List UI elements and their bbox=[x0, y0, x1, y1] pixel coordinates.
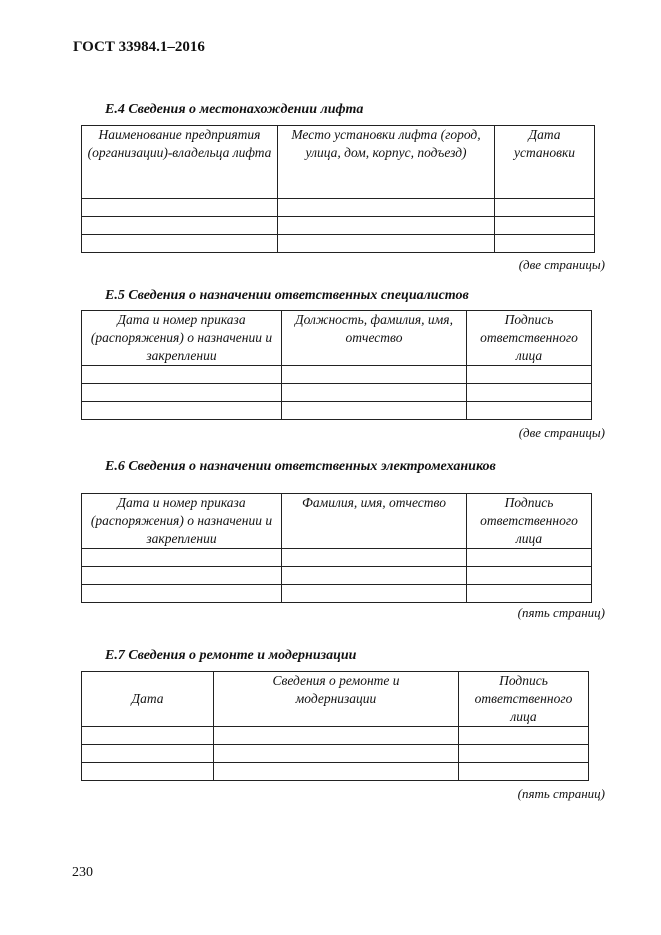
table-header-row bbox=[82, 126, 595, 199]
table-cell[interactable] bbox=[82, 549, 282, 567]
table-cell[interactable] bbox=[495, 199, 595, 217]
table-cell[interactable] bbox=[467, 567, 592, 585]
table-row bbox=[82, 235, 595, 253]
table-cell[interactable] bbox=[495, 217, 595, 235]
document-header: ГОСТ 33984.1–2016 bbox=[73, 39, 205, 55]
page-count-note: (пять страниц) bbox=[517, 786, 605, 801]
table-cell[interactable] bbox=[467, 366, 592, 384]
column-header: Фамилия, имя, отчество bbox=[282, 494, 467, 549]
table-cell[interactable] bbox=[282, 585, 467, 603]
table-header-row bbox=[82, 494, 592, 549]
table-cell[interactable] bbox=[282, 366, 467, 384]
column-header: Подпись ответственного лица bbox=[467, 494, 592, 549]
table-cell[interactable] bbox=[467, 549, 592, 567]
table-row bbox=[82, 199, 595, 217]
table-cell[interactable] bbox=[214, 745, 459, 763]
table-row bbox=[82, 549, 592, 567]
table-cell[interactable] bbox=[282, 549, 467, 567]
table-cell[interactable] bbox=[82, 727, 214, 745]
column-header: Подпись ответственного лица bbox=[467, 311, 592, 366]
table-cell[interactable] bbox=[495, 235, 595, 253]
table-cell[interactable] bbox=[214, 763, 459, 781]
column-header: Подпись ответственного лица bbox=[459, 672, 589, 727]
section-title-e6: Е.6 Сведения о назначении ответственных электромехаников bbox=[105, 459, 496, 474]
page-number: 230 bbox=[72, 865, 93, 880]
table-row bbox=[82, 745, 589, 763]
table-cell[interactable] bbox=[82, 366, 282, 384]
column-header: Сведения о ремонте и модернизации bbox=[214, 672, 459, 727]
section-title-e7: Е.7 Сведения о ремонте и модернизации bbox=[105, 648, 357, 663]
column-header: Дата bbox=[82, 672, 214, 727]
table-cell[interactable] bbox=[467, 585, 592, 603]
table-header-row bbox=[82, 311, 592, 366]
table-header-row bbox=[82, 672, 589, 727]
table-row bbox=[82, 384, 592, 402]
table-cell[interactable] bbox=[278, 235, 495, 253]
table-e5 bbox=[81, 310, 592, 420]
table-cell[interactable] bbox=[459, 727, 589, 745]
table-row bbox=[82, 567, 592, 585]
column-header: Место установки лифта (город, улица, дом, корпус, подъезд) bbox=[278, 126, 495, 199]
table-cell[interactable] bbox=[82, 384, 282, 402]
table-row bbox=[82, 763, 589, 781]
table-row bbox=[82, 217, 595, 235]
page-count-note: (пять страниц) bbox=[517, 605, 605, 620]
column-header: Должность, фамилия, имя, отчество bbox=[282, 311, 467, 366]
table-cell[interactable] bbox=[282, 384, 467, 402]
table-cell[interactable] bbox=[82, 199, 278, 217]
section-title-e5: Е.5 Сведения о назначении ответственных специалистов bbox=[105, 288, 469, 303]
table-cell[interactable] bbox=[282, 567, 467, 585]
table-e4 bbox=[81, 125, 595, 253]
column-header: Дата установки bbox=[495, 126, 595, 199]
table-cell[interactable] bbox=[459, 763, 589, 781]
table-cell[interactable] bbox=[82, 745, 214, 763]
table-row bbox=[82, 402, 592, 420]
page-count-note: (две страницы) bbox=[518, 425, 605, 440]
table-e6 bbox=[81, 493, 592, 603]
table-cell[interactable] bbox=[82, 217, 278, 235]
table-cell[interactable] bbox=[82, 567, 282, 585]
table-cell[interactable] bbox=[82, 763, 214, 781]
table-cell[interactable] bbox=[82, 235, 278, 253]
table-cell[interactable] bbox=[459, 745, 589, 763]
table-cell[interactable] bbox=[467, 402, 592, 420]
table-cell[interactable] bbox=[282, 402, 467, 420]
table-row bbox=[82, 585, 592, 603]
table-cell[interactable] bbox=[278, 217, 495, 235]
table-row bbox=[82, 366, 592, 384]
table-cell[interactable] bbox=[278, 199, 495, 217]
page-count-note: (две страницы) bbox=[518, 257, 605, 272]
column-header: Дата и номер приказа (распоряжения) о назначении и закреплении bbox=[82, 494, 282, 549]
table-e7 bbox=[81, 671, 589, 781]
column-header: Наименование предприятия (организации)-владельца лифта bbox=[82, 126, 278, 199]
table-cell[interactable] bbox=[82, 402, 282, 420]
table-cell[interactable] bbox=[467, 384, 592, 402]
column-header: Дата и номер приказа (распоряжения) о назначении и закреплении bbox=[82, 311, 282, 366]
table-cell[interactable] bbox=[214, 727, 459, 745]
table-cell[interactable] bbox=[82, 585, 282, 603]
table-row bbox=[82, 727, 589, 745]
section-title-e4: Е.4 Сведения о местонахождении лифта bbox=[105, 102, 364, 117]
